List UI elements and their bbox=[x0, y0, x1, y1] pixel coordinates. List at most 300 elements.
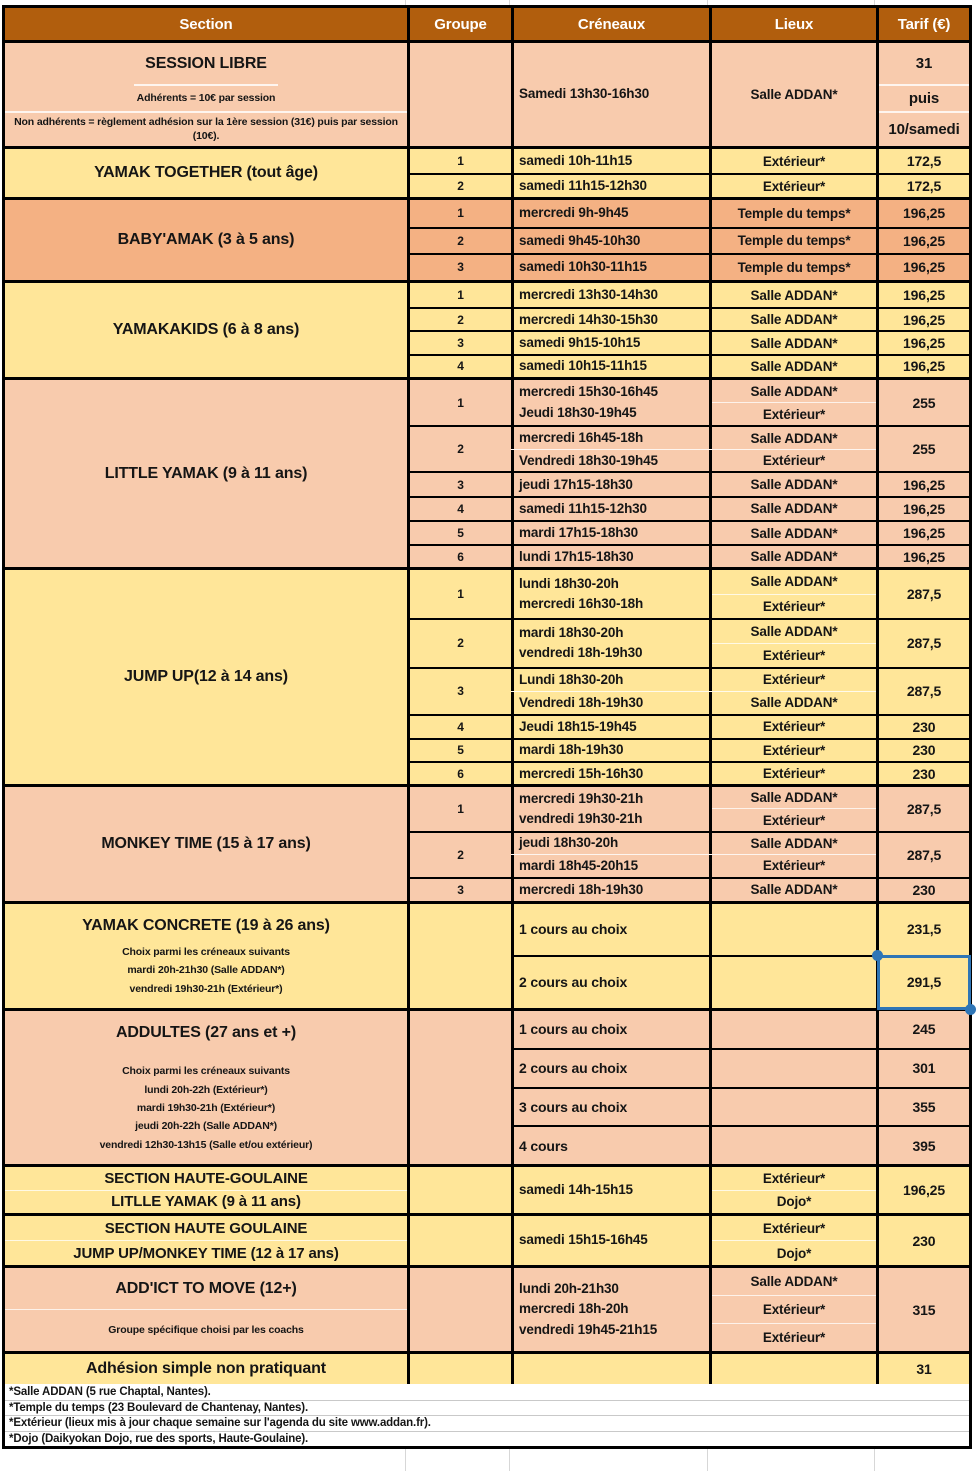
creneau-text: mercredi 14h30-15h30 bbox=[519, 311, 658, 327]
lieu-cell[interactable] bbox=[709, 692, 876, 714]
section-row-yamakakids bbox=[5, 280, 969, 377]
group-number: 3 bbox=[457, 260, 464, 275]
group-number-cell[interactable] bbox=[407, 283, 511, 307]
tarif-cell[interactable] bbox=[876, 669, 969, 714]
group-number-cell[interactable] bbox=[407, 332, 511, 353]
creneau-lines bbox=[519, 499, 647, 519]
lieu-cell[interactable] bbox=[709, 833, 876, 854]
group-number: 1 bbox=[457, 206, 464, 221]
group-number: 1 bbox=[457, 587, 464, 602]
creneau-lines bbox=[519, 523, 638, 543]
lieu-text: Extérieur* bbox=[762, 766, 826, 782]
creneau-text: mardi 18h30-20h bbox=[519, 625, 624, 641]
footnote-row[interactable]: *Extérieur (lieux mis à jour chaque semaine sur l'agenda du site www.addan.fr). bbox=[5, 1415, 969, 1431]
group-number-cell[interactable] bbox=[407, 522, 511, 545]
tarif-cell[interactable] bbox=[876, 1089, 969, 1126]
group-number-cell[interactable] bbox=[407, 669, 511, 714]
tarif-cell[interactable] bbox=[876, 1167, 969, 1213]
tarif-value: 172,5 bbox=[906, 178, 942, 195]
section-text: ADD'ICT TO MOVE (12+) bbox=[115, 1279, 297, 1297]
groupe-cell-empty[interactable] bbox=[407, 1011, 511, 1164]
footnote-row[interactable]: *Salle ADDAN (5 rue Chaptal, Nantes). bbox=[9, 1385, 211, 1398]
group-schedule bbox=[511, 380, 876, 425]
schedule-subrow bbox=[511, 854, 876, 876]
lieu-cell-empty[interactable] bbox=[709, 1127, 876, 1164]
group-number: 5 bbox=[457, 526, 464, 541]
group-number: 2 bbox=[457, 233, 464, 248]
creneau-cell[interactable] bbox=[511, 833, 709, 854]
section-right bbox=[407, 904, 969, 1008]
choice-label: 2 cours au choix bbox=[519, 974, 628, 991]
section-title: YAMAKAKIDS (6 à 8 ans) bbox=[112, 321, 300, 338]
tarif-cell[interactable] bbox=[876, 43, 969, 146]
group-number-cell[interactable] bbox=[407, 255, 511, 280]
lieu-cell[interactable] bbox=[709, 43, 876, 146]
group-row bbox=[407, 496, 969, 520]
creneau-cell[interactable] bbox=[511, 380, 709, 425]
tarif-value: puis bbox=[879, 84, 969, 111]
section-right bbox=[407, 1011, 969, 1164]
tarif-cell[interactable] bbox=[876, 763, 969, 784]
schedule-subrow bbox=[511, 200, 876, 227]
section-right bbox=[407, 787, 969, 901]
groupe-cell-empty[interactable] bbox=[407, 1167, 511, 1213]
creneau-text: vendredi 19h45-21h15 bbox=[519, 1321, 658, 1337]
group-number-cell[interactable] bbox=[407, 149, 511, 173]
lieu-cell-empty[interactable] bbox=[709, 904, 876, 955]
section-text: LITLLE YAMAK (9 à 11 ans) bbox=[5, 1190, 407, 1214]
sheet-gridline-gutter-bottom bbox=[0, 1449, 976, 1471]
creneau-cell[interactable] bbox=[511, 229, 709, 253]
tarif-value: 196,25 bbox=[903, 476, 945, 493]
choice-label-cell[interactable] bbox=[511, 1089, 709, 1126]
schedule-subrow bbox=[511, 716, 876, 738]
section-text: Adhésion simple non pratiquant bbox=[86, 1360, 326, 1377]
lieu-text: Salle ADDAN* bbox=[750, 430, 838, 446]
column-header-groupe[interactable]: Groupe bbox=[407, 8, 511, 40]
creneau-cell[interactable] bbox=[511, 787, 709, 831]
lieu-text: Salle ADDAN* bbox=[750, 1274, 838, 1289]
footnote-row[interactable]: *Temple du temps (23 Boulevard de Chantenay, Nantes). bbox=[5, 1400, 969, 1416]
lieu-text: Salle ADDAN* bbox=[750, 87, 838, 102]
group-number-cell[interactable] bbox=[407, 498, 511, 520]
section-right bbox=[407, 1268, 969, 1351]
choice-row bbox=[511, 1125, 969, 1164]
group-schedule bbox=[511, 669, 876, 714]
group-row bbox=[407, 253, 969, 280]
column-header-section[interactable]: Section bbox=[5, 8, 407, 40]
footnote-row[interactable]: *Dojo (Daikyokan Dojo, rue des sports, Haute-Goulaine). bbox=[5, 1431, 969, 1447]
session-row bbox=[407, 43, 969, 146]
lieu-cell[interactable] bbox=[709, 787, 876, 831]
sheet-gridline bbox=[874, 0, 875, 5]
tarif-value: 230 bbox=[912, 742, 936, 759]
section-cell[interactable] bbox=[5, 283, 407, 377]
section-cell[interactable] bbox=[5, 1216, 407, 1265]
subtext-line: Choix parmi les créneaux suivants bbox=[122, 1065, 290, 1078]
creneau-cell[interactable] bbox=[511, 473, 709, 496]
group-number-cell[interactable] bbox=[407, 427, 511, 471]
creneau-cell[interactable] bbox=[511, 546, 709, 567]
creneau-cell[interactable] bbox=[511, 740, 709, 762]
lieu-cell[interactable] bbox=[709, 1268, 876, 1351]
tarif-cell[interactable] bbox=[876, 957, 969, 1008]
creneau-text: mardi 18h45-20h15 bbox=[519, 857, 639, 873]
group-number-cell[interactable] bbox=[407, 620, 511, 666]
creneau-cell[interactable] bbox=[511, 200, 709, 227]
choice-label-cell[interactable] bbox=[511, 1050, 709, 1087]
creneau-lines bbox=[519, 231, 640, 251]
group-number-cell[interactable] bbox=[407, 175, 511, 197]
groupe-cell-empty[interactable] bbox=[407, 1268, 511, 1351]
choice-label-cell[interactable] bbox=[511, 904, 709, 955]
tarif-value: 196,25 bbox=[903, 259, 945, 276]
creneau-lines bbox=[519, 1230, 648, 1250]
creneau-text: lundi 17h15-18h30 bbox=[519, 548, 634, 564]
group-number-cell[interactable] bbox=[407, 833, 511, 877]
section-row-hg-jumpup-monkeytime bbox=[5, 1213, 969, 1265]
group-number-cell[interactable] bbox=[407, 229, 511, 253]
tarif-value: 230 bbox=[912, 1232, 936, 1249]
tarif-cell[interactable] bbox=[876, 356, 969, 377]
choice-row bbox=[511, 1011, 969, 1048]
group-number-cell[interactable] bbox=[407, 200, 511, 227]
creneau-lines bbox=[519, 257, 647, 277]
section-text: Adhérents = 10€ par session bbox=[134, 84, 279, 111]
subtext-line: mardi 19h30-21h (Extérieur*) bbox=[136, 1101, 276, 1114]
group-row bbox=[407, 761, 969, 784]
group-number-cell[interactable] bbox=[407, 546, 511, 567]
lieu-cell[interactable] bbox=[709, 855, 876, 876]
section-cell[interactable] bbox=[5, 904, 407, 1008]
lieu-cell[interactable] bbox=[709, 229, 876, 253]
creneau-cell[interactable] bbox=[511, 716, 709, 738]
tarif-cell[interactable] bbox=[876, 833, 969, 877]
tarif-value: 230 bbox=[912, 881, 936, 898]
tarif-cell[interactable] bbox=[876, 1216, 969, 1265]
creneau-cell[interactable] bbox=[511, 332, 709, 353]
tarif-cell[interactable] bbox=[876, 1354, 969, 1384]
schedule-subrow bbox=[511, 473, 876, 496]
group-number-cell[interactable] bbox=[407, 380, 511, 425]
schedule-subrow bbox=[511, 332, 876, 353]
creneau-cell[interactable] bbox=[511, 620, 709, 666]
tarif-value: 31 bbox=[915, 55, 933, 72]
creneau-cell[interactable] bbox=[511, 309, 709, 330]
lieu-cell[interactable] bbox=[709, 380, 876, 425]
schedule-subrow bbox=[511, 620, 876, 666]
group-row bbox=[407, 425, 969, 471]
group-schedule bbox=[511, 309, 876, 330]
section-text: Groupe spécifique choisi par les coachs bbox=[5, 1309, 407, 1351]
lieu-text: Extérieur* bbox=[762, 453, 826, 469]
tarif-cell[interactable] bbox=[876, 787, 969, 831]
column-header-tarif[interactable]: Tarif (€) bbox=[876, 8, 969, 40]
group-number-cell[interactable] bbox=[407, 740, 511, 762]
lieu-cell[interactable] bbox=[709, 332, 876, 353]
section-cell[interactable] bbox=[5, 1167, 407, 1213]
choice-row bbox=[511, 1087, 969, 1126]
tarif-cell[interactable] bbox=[876, 1011, 969, 1048]
lieu-cell[interactable] bbox=[709, 356, 876, 377]
creneau-text: mercredi 13h30-14h30 bbox=[519, 286, 658, 302]
tarif-cell[interactable] bbox=[876, 1050, 969, 1087]
section-cell[interactable] bbox=[5, 1354, 407, 1384]
section-right bbox=[407, 570, 969, 784]
group-number-cell[interactable] bbox=[407, 763, 511, 784]
lieu-text: Extérieur* bbox=[762, 178, 826, 194]
tarif-value: 255 bbox=[912, 441, 936, 458]
tarif-cell[interactable] bbox=[876, 904, 969, 955]
group-row bbox=[407, 877, 969, 901]
section-title: ADDULTES (27 ans et +) bbox=[116, 1024, 296, 1041]
lieu-text: Temple du temps* bbox=[737, 259, 851, 275]
section-cell[interactable] bbox=[5, 1268, 407, 1351]
tarif-cell[interactable] bbox=[876, 1268, 969, 1351]
creneau-cell[interactable] bbox=[511, 1167, 709, 1213]
choice-label-cell[interactable] bbox=[511, 957, 709, 1008]
creneau-cell[interactable] bbox=[511, 763, 709, 784]
lieu-cell[interactable] bbox=[709, 546, 876, 567]
tarif-cell[interactable] bbox=[876, 309, 969, 330]
creneau-cell[interactable] bbox=[511, 879, 709, 901]
group-row bbox=[407, 520, 969, 545]
group-number-cell[interactable] bbox=[407, 787, 511, 831]
column-header-creneaux[interactable]: Créneaux bbox=[511, 8, 709, 40]
section-right bbox=[407, 200, 969, 280]
tarif-cell[interactable] bbox=[876, 229, 969, 253]
section-cell[interactable] bbox=[5, 380, 407, 567]
lieu-cell[interactable] bbox=[709, 450, 876, 472]
lieu-text: Dojo* bbox=[712, 1190, 876, 1214]
group-schedule bbox=[511, 283, 876, 307]
tarif-cell[interactable] bbox=[876, 332, 969, 353]
creneau-cell[interactable] bbox=[511, 43, 709, 146]
lieu-cell[interactable] bbox=[709, 522, 876, 545]
lieu-cell[interactable] bbox=[709, 740, 876, 762]
sheet-gridline bbox=[509, 1449, 510, 1471]
lieu-cell[interactable] bbox=[709, 620, 876, 666]
group-row bbox=[407, 354, 969, 377]
group-number-cell[interactable] bbox=[407, 473, 511, 496]
lieu-cell[interactable] bbox=[709, 427, 876, 449]
lieu-text: Salle ADDAN* bbox=[750, 882, 838, 898]
choice-label-cell[interactable] bbox=[511, 1011, 709, 1048]
creneau-lines bbox=[519, 285, 658, 305]
lieu-cell-empty[interactable] bbox=[709, 957, 876, 1008]
lieu-cell[interactable] bbox=[709, 1167, 876, 1213]
lieu-cell-empty[interactable] bbox=[709, 1011, 876, 1048]
group-schedule bbox=[511, 427, 876, 471]
lieu-cell[interactable] bbox=[709, 255, 876, 280]
choice-label: 3 cours au choix bbox=[519, 1098, 628, 1115]
table-header-row bbox=[5, 8, 969, 43]
creneau-lines bbox=[519, 717, 637, 737]
group-number: 2 bbox=[457, 847, 464, 862]
tarif-value: 287,5 bbox=[906, 635, 942, 652]
creneau-cell[interactable] bbox=[511, 1354, 709, 1384]
column-header-lieux[interactable]: Lieux bbox=[709, 8, 876, 40]
lieu-text: Salle ADDAN* bbox=[750, 383, 838, 399]
groupe-cell-empty[interactable] bbox=[407, 1216, 511, 1265]
creneau-lines bbox=[519, 833, 618, 853]
lieu-cell[interactable] bbox=[709, 200, 876, 227]
tarif-cell[interactable] bbox=[876, 473, 969, 496]
tarif-cell[interactable] bbox=[876, 255, 969, 280]
lieu-text: Extérieur* bbox=[762, 153, 826, 169]
lieu-cell[interactable] bbox=[709, 763, 876, 784]
lieu-text: Salle ADDAN* bbox=[750, 287, 838, 303]
section-row-addultes bbox=[5, 1008, 969, 1164]
group-number-cell[interactable] bbox=[407, 879, 511, 901]
tarif-value: 196,25 bbox=[903, 287, 945, 304]
tarif-value: 10/samedi bbox=[879, 111, 969, 146]
tarif-cell[interactable] bbox=[876, 740, 969, 762]
group-number-cell[interactable] bbox=[407, 356, 511, 377]
sheet-gridline bbox=[874, 1449, 875, 1471]
tarif-cell[interactable] bbox=[876, 620, 969, 666]
creneau-text: mercredi 15h30-16h45 bbox=[519, 384, 658, 400]
creneau-cell[interactable] bbox=[511, 149, 709, 173]
tarif-value: 196,25 bbox=[903, 1182, 945, 1198]
tarif-cell[interactable] bbox=[876, 1127, 969, 1164]
section-cell[interactable] bbox=[5, 787, 407, 901]
lieu-cell[interactable] bbox=[709, 570, 876, 618]
group-number: 2 bbox=[457, 636, 464, 651]
section-row-addict-to-move bbox=[5, 1265, 969, 1351]
tarif-cell[interactable] bbox=[876, 522, 969, 545]
creneau-cell[interactable] bbox=[511, 283, 709, 307]
creneau-cell[interactable] bbox=[511, 175, 709, 197]
table-body bbox=[5, 43, 969, 1384]
creneau-cell[interactable] bbox=[511, 855, 709, 876]
tarif-cell[interactable] bbox=[876, 149, 969, 173]
creneau-cell[interactable] bbox=[511, 1268, 709, 1351]
tarif-cell[interactable] bbox=[876, 716, 969, 738]
section-cell[interactable] bbox=[5, 1011, 407, 1164]
lieu-text: Extérieur* bbox=[712, 594, 876, 619]
lieu-cell-empty[interactable] bbox=[709, 1089, 876, 1126]
group-number-cell[interactable] bbox=[407, 309, 511, 330]
banner-row bbox=[407, 1354, 969, 1384]
section-subtext bbox=[100, 1062, 313, 1154]
creneau-text: mardi 18h-19h30 bbox=[519, 742, 624, 758]
group-number-cell[interactable] bbox=[407, 570, 511, 618]
lieu-text: Temple du temps* bbox=[737, 205, 851, 221]
lieu-text: Extérieur* bbox=[762, 672, 826, 688]
creneau-text: vendredi 18h-19h30 bbox=[519, 645, 643, 661]
creneau-cell[interactable] bbox=[511, 669, 709, 691]
group-number: 4 bbox=[457, 359, 464, 374]
lieu-cell-empty[interactable] bbox=[709, 1050, 876, 1087]
creneau-text: Vendredi 18h30-19h45 bbox=[519, 452, 658, 468]
tarif-cell[interactable] bbox=[876, 879, 969, 901]
lieu-text: Salle ADDAN* bbox=[750, 335, 838, 351]
lieu-cell[interactable] bbox=[709, 669, 876, 691]
choice-label-cell[interactable] bbox=[511, 1127, 709, 1164]
tarif-cell[interactable] bbox=[876, 427, 969, 471]
group-schedule bbox=[511, 716, 876, 738]
tarif-cell[interactable] bbox=[876, 380, 969, 425]
groupe-cell-empty[interactable] bbox=[407, 43, 511, 146]
tarif-cell[interactable] bbox=[876, 546, 969, 567]
tarif-value: 196,25 bbox=[903, 232, 945, 249]
group-number-cell[interactable] bbox=[407, 716, 511, 738]
creneau-cell[interactable] bbox=[511, 356, 709, 377]
creneau-cell[interactable] bbox=[511, 522, 709, 545]
lieu-text: Extérieur* bbox=[762, 858, 826, 874]
creneau-cell[interactable] bbox=[511, 255, 709, 280]
lieu-cell[interactable] bbox=[709, 283, 876, 307]
creneau-text: Samedi 13h30-16h30 bbox=[519, 86, 650, 102]
selection-handle-top-left[interactable] bbox=[872, 950, 883, 961]
section-text: Non adhérents = règlement adhésion sur la 1ère session (31€) puis par session (10€). bbox=[5, 111, 407, 146]
group-schedule bbox=[511, 255, 876, 280]
groupe-cell-empty[interactable] bbox=[407, 904, 511, 1008]
lieu-cell[interactable] bbox=[709, 498, 876, 520]
section-cell[interactable] bbox=[5, 43, 407, 146]
creneau-text: mercredi 18h-20h bbox=[519, 1301, 629, 1317]
tarif-cell[interactable] bbox=[876, 200, 969, 227]
lieu-cell[interactable] bbox=[709, 309, 876, 330]
creneau-lines bbox=[519, 764, 643, 784]
choice-row bbox=[511, 904, 969, 955]
creneau-text: samedi 11h15-12h30 bbox=[519, 500, 647, 516]
section-cell[interactable] bbox=[5, 149, 407, 197]
tarif-cell[interactable] bbox=[876, 570, 969, 618]
creneau-cell[interactable] bbox=[511, 692, 709, 714]
schedule-subrow bbox=[511, 691, 876, 714]
lieu-cell[interactable] bbox=[709, 473, 876, 496]
lieu-cell[interactable] bbox=[709, 175, 876, 197]
section-row-jump-up bbox=[5, 567, 969, 784]
section-title: JUMP UP(12 à 14 ans) bbox=[124, 668, 288, 685]
lieu-cell[interactable] bbox=[709, 149, 876, 173]
lieu-text: Salle ADDAN* bbox=[750, 525, 838, 541]
lieu-text: Salle ADDAN* bbox=[750, 790, 838, 806]
selection-handle-bottom-right[interactable] bbox=[965, 1004, 976, 1015]
sheet-gridline-gutter-top bbox=[0, 0, 976, 5]
group-row bbox=[407, 380, 969, 425]
tarif-cell[interactable] bbox=[876, 175, 969, 197]
creneau-cell[interactable] bbox=[511, 570, 709, 618]
section-cell[interactable] bbox=[5, 200, 407, 280]
lieu-text: Salle ADDAN* bbox=[750, 624, 838, 640]
group-schedule bbox=[511, 740, 876, 762]
creneau-cell[interactable] bbox=[511, 450, 709, 472]
group-row bbox=[407, 283, 969, 307]
section-row-babyamak bbox=[5, 197, 969, 280]
creneau-cell[interactable] bbox=[511, 498, 709, 520]
creneau-lines bbox=[519, 547, 634, 567]
section-row-hg-little-yamak bbox=[5, 1164, 969, 1213]
lieu-text: Extérieur* bbox=[762, 1220, 826, 1236]
creneau-cell[interactable] bbox=[511, 427, 709, 449]
section-cell[interactable] bbox=[5, 570, 407, 784]
lieu-cell[interactable] bbox=[709, 716, 876, 738]
tarif-value: 196,25 bbox=[903, 525, 945, 542]
tarif-cell[interactable] bbox=[876, 498, 969, 520]
lieu-cell[interactable] bbox=[709, 1216, 876, 1265]
lieu-cell[interactable] bbox=[709, 879, 876, 901]
tarif-cell[interactable] bbox=[876, 283, 969, 307]
tarif-value: 196,25 bbox=[903, 335, 945, 352]
lieu-cell[interactable] bbox=[709, 1354, 876, 1384]
creneau-cell[interactable] bbox=[511, 1216, 709, 1265]
subtext-line: vendredi 19h30-21h (Extérieur*) bbox=[129, 982, 283, 995]
choice-rows bbox=[511, 904, 969, 1008]
groupe-cell-empty[interactable] bbox=[407, 1354, 511, 1384]
